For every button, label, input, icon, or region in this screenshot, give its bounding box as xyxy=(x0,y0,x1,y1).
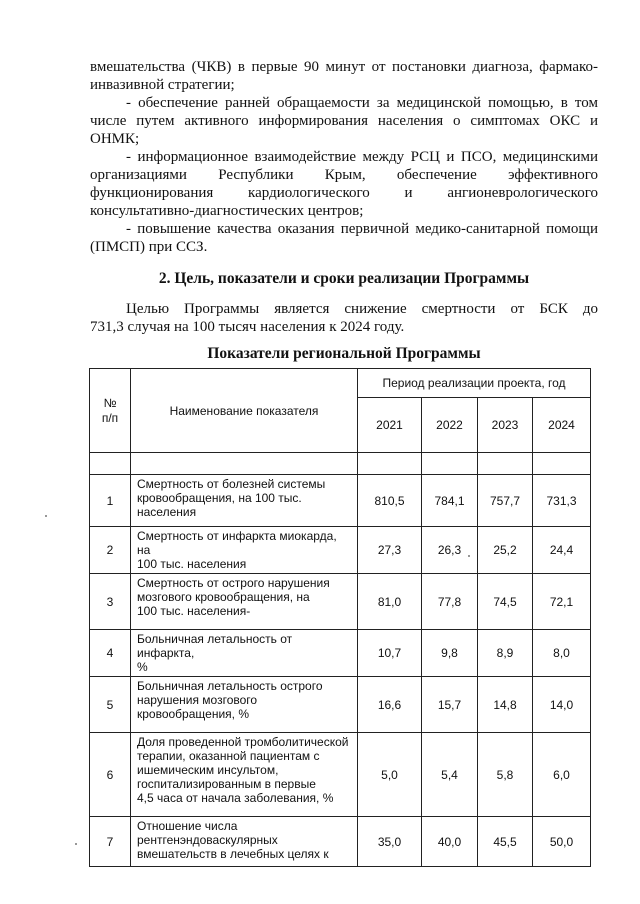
row-number: 4 xyxy=(90,630,131,677)
header-year: 2024 xyxy=(533,398,591,453)
row-value: 757,7 xyxy=(478,475,533,527)
row-number: 7 xyxy=(90,817,131,867)
row-number: 3 xyxy=(90,574,131,630)
section-heading: 2. Цель, показатели и сроки реализации Программы xyxy=(158,270,530,287)
row-value: 14,8 xyxy=(478,677,533,733)
row-indicator: Смертность от болезней системы кровообращения, на 100 тыс. населения xyxy=(131,475,358,527)
table-row xyxy=(90,527,591,574)
goal-line: 731,3 случая на 100 тысяч населения к 2024 году. xyxy=(90,319,405,335)
header-indicator-name: Наименование показателя xyxy=(131,369,358,453)
paragraph-line: организациями Республики Крым, обеспечение эффективного xyxy=(90,167,598,183)
scan-speck xyxy=(45,515,47,517)
row-value: 731,3 xyxy=(533,475,591,527)
row-value: 35,0 xyxy=(358,817,422,867)
row-indicator: Смертность от острого нарушения мозгового кровообращения, на 100 тыс. населения- xyxy=(131,574,358,630)
row-value: 15,7 xyxy=(422,677,478,733)
row-value: 6,0 xyxy=(533,733,591,817)
paragraph-line: ОНМК; xyxy=(90,131,140,147)
header-year: 2023 xyxy=(478,398,533,453)
paragraph-line: инвазивной стратегии; xyxy=(90,77,235,93)
paragraph-line: числе путем активного информирования населения о симптомах ОКС и xyxy=(90,113,598,129)
table-row xyxy=(90,574,591,630)
table-row xyxy=(90,630,591,677)
paragraph-line: вмешательства (ЧКВ) в первые 90 минут от постановки диагноза, фармако- xyxy=(90,59,598,75)
row-value: 81,0 xyxy=(358,574,422,630)
table-row xyxy=(90,677,591,733)
row-value: 24,4 xyxy=(533,527,591,574)
row-number: 5 xyxy=(90,677,131,733)
row-value: 27,3 xyxy=(358,527,422,574)
table-row xyxy=(90,733,591,817)
row-value: 784,1 xyxy=(422,475,478,527)
row-number: 1 xyxy=(90,475,131,527)
row-number: 2 xyxy=(90,527,131,574)
indicators-table xyxy=(89,368,591,867)
paragraph-line: - информационное взаимодействие между РСЦ и ПСО, медицинскими xyxy=(126,149,598,165)
row-value: 40,0 xyxy=(422,817,478,867)
row-value: 8,9 xyxy=(478,630,533,677)
row-indicator: Отношение числа рентгенэндоваскулярных вмешательств в лечебных целях к xyxy=(131,817,358,867)
paragraph-line: консультативно-диагностических центров; xyxy=(90,203,364,219)
row-value: 25,2 xyxy=(478,527,533,574)
row-value: 26,3 xyxy=(422,527,478,574)
header-number: № п/п xyxy=(90,369,131,453)
row-value: 5,0 xyxy=(358,733,422,817)
row-value: 10,7 xyxy=(358,630,422,677)
goal-line: Целью Программы является снижение смертности от БСК до xyxy=(126,301,598,317)
row-value: 14,0 xyxy=(533,677,591,733)
row-value: 5,8 xyxy=(478,733,533,817)
table-spacer-row xyxy=(90,453,591,475)
row-value: 16,6 xyxy=(358,677,422,733)
row-indicator: Больничная летальность острого нарушения мозгового кровообращения, % xyxy=(131,677,358,733)
paragraph-line: функционирования кардиологического и ангионеврологического xyxy=(90,185,598,201)
paragraph-line: - обеспечение ранней обращаемости за медицинской помощью, в том xyxy=(126,95,598,111)
table-row xyxy=(90,817,591,867)
row-value: 50,0 xyxy=(533,817,591,867)
scan-speck xyxy=(468,555,470,557)
table-row xyxy=(90,475,591,527)
header-year: 2022 xyxy=(422,398,478,453)
table-title: Показатели региональной Программы xyxy=(207,345,481,362)
row-number: 6 xyxy=(90,733,131,817)
row-indicator: Больничная летальность от инфаркта, % xyxy=(131,630,358,677)
row-value: 45,5 xyxy=(478,817,533,867)
row-value: 9,8 xyxy=(422,630,478,677)
row-value: 77,8 xyxy=(422,574,478,630)
row-value: 74,5 xyxy=(478,574,533,630)
paragraph-line: - повышение качества оказания первичной медико-санитарной помощи xyxy=(126,221,598,237)
row-value: 8,0 xyxy=(533,630,591,677)
row-value: 5,4 xyxy=(422,733,478,817)
row-value: 72,1 xyxy=(533,574,591,630)
scan-speck xyxy=(75,843,77,845)
row-indicator: Доля проведенной тромболитической терапии, оказанной пациентам с ишемическим инсультом, госпитализированным в первые 4,5 часа от начала заболевания, % xyxy=(131,733,358,817)
paragraph-line: (ПМСП) при ССЗ. xyxy=(90,239,208,255)
header-period: Период реализации проекта, год xyxy=(358,369,591,398)
row-indicator: Смертность от инфаркта миокарда, на 100 тыс. населения xyxy=(131,527,358,574)
row-value: 810,5 xyxy=(358,475,422,527)
header-year: 2021 xyxy=(358,398,422,453)
